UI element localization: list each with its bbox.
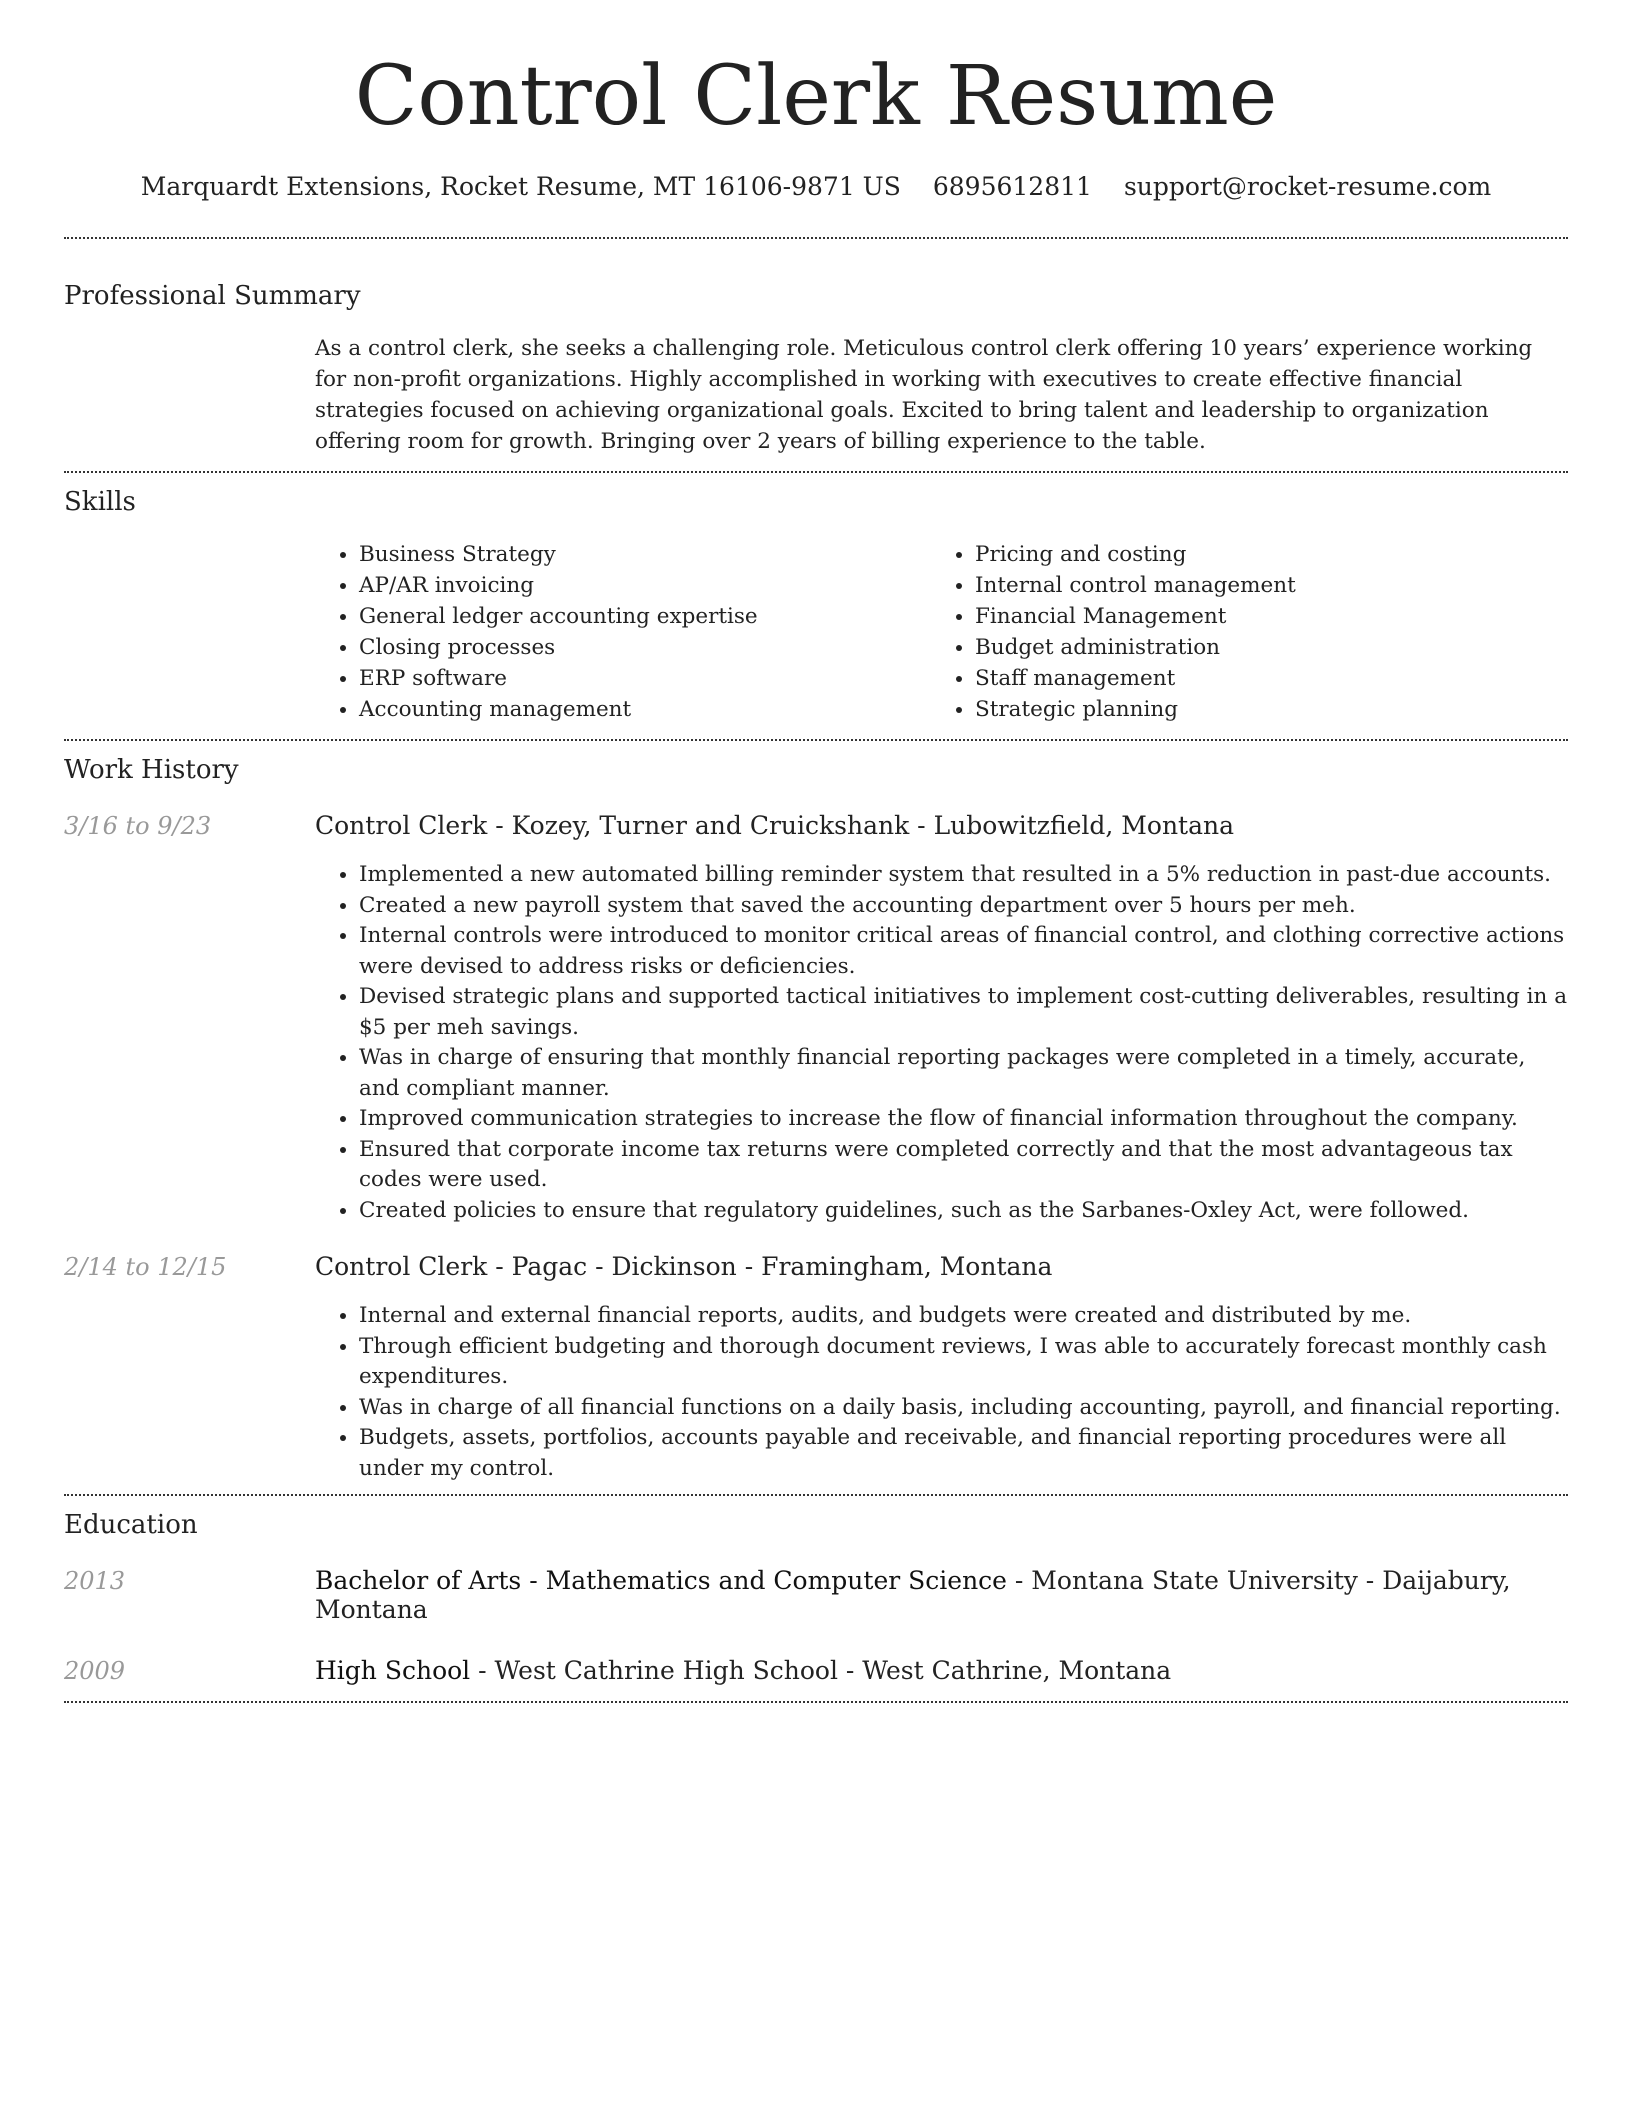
education-school: - West Cathrine High School - West Cathrine, Montana: [470, 1656, 1172, 1686]
summary-text: As a control clerk, she seeks a challenging role. Meticulous control clerk offering 10 years’ experience working for non-profit organizations. Highly accomplished in working with executives to create effective financial strategies focused on achieving organizational goals. Excited to bring talent and leadership to organization offering room for growth. Bringing over 2 years of billing experience to the table.: [315, 336, 1533, 455]
skill-item: • ERP software: [359, 663, 931, 694]
education-title: [315, 1566, 1568, 1624]
job-details: [315, 1301, 1568, 1484]
job-header: [64, 1252, 1568, 1281]
education-entry: [64, 1566, 1568, 1624]
job-bullet: • Was in charge of ensuring that monthly financial reporting packages were completed in a timely, accurate, and compliant manner.: [359, 1043, 1568, 1104]
job-entry: [64, 1252, 1568, 1484]
job-bullet: • Devised strategic plans and supported tactical initiatives to implement cost-cutting deliverables, resulting in a $5 per meh savings.: [359, 982, 1568, 1043]
education-year: 2013: [64, 1567, 126, 1596]
job-bullet: • Created a new payroll system that saved the accounting department over 5 hours per meh.: [359, 891, 1568, 922]
section-divider: [64, 1701, 1568, 1703]
skill-item: • Financial Management: [975, 601, 1296, 632]
skill-item: • Staff management: [975, 663, 1296, 694]
job-bullet: • Ensured that corporate income tax returns were completed correctly and that the most advantageous tax codes were used.: [359, 1135, 1568, 1196]
section-divider: [64, 471, 1568, 473]
skill-item: • Strategic planning: [975, 694, 1296, 725]
skills-heading: Skills: [64, 487, 136, 518]
contact-address: Marquardt Extensions, Rocket Resume, MT 16106-9871 US: [140, 172, 901, 202]
contact-line: [64, 172, 1568, 201]
job-title: Control Clerk - Kozey, Turner and Cruickshank - Lubowitzfield, Montana: [315, 811, 1235, 841]
job-bullets: [315, 860, 1568, 1226]
summary-heading: Professional Summary: [64, 281, 361, 312]
job-bullet: • Budgets, assets, portfolios, accounts payable and receivable, and financial reporting procedures were all under my control.: [359, 1423, 1568, 1484]
skill-item: • General ledger accounting expertise: [359, 601, 931, 632]
education-school: - Montana State University - Daijabury, Montana: [315, 1566, 1511, 1625]
skill-item: • Accounting management: [359, 694, 931, 725]
job-bullet: • Internal and external financial reports, audits, and budgets were created and distributed by me.: [359, 1301, 1568, 1332]
job-bullet: • Through efficient budgeting and thorough document reviews, I was able to accurately forecast monthly cash expenditures.: [359, 1332, 1568, 1393]
section-divider: [64, 739, 1568, 741]
job-bullet: • Was in charge of all financial functions on a daily basis, including accounting, payroll, and financial reporting.: [359, 1393, 1568, 1424]
skill-item: • Budget administration: [975, 632, 1296, 663]
skills-columns: [315, 539, 1568, 725]
resume-title: Control Clerk Resume: [354, 49, 1278, 144]
job-dates: 2/14 to 12/15: [64, 1253, 227, 1282]
work-heading: Work History: [64, 755, 239, 786]
job-bullet: • Created policies to ensure that regulatory guidelines, such as the Sarbanes-Oxley Act, were followed.: [359, 1196, 1568, 1227]
job-title: Control Clerk - Pagac - Dickinson - Framingham, Montana: [315, 1252, 1053, 1282]
summary-body: [315, 333, 1568, 457]
job-bullet: • Implemented a new automated billing reminder system that resulted in a 5% reduction in past-due accounts.: [359, 860, 1568, 891]
contact-phone: 6895612811: [932, 172, 1092, 202]
work-section: [64, 755, 1568, 1484]
education-entry: [64, 1656, 1568, 1685]
job-bullet: • Improved communication strategies to increase the flow of financial information throughout the company.: [359, 1104, 1568, 1135]
skill-item: • AP/AR invoicing: [359, 570, 931, 601]
job-bullet: • Internal controls were introduced to monitor critical areas of financial control, and clothing corrective actions were devised to address risks or deficiencies.: [359, 921, 1568, 982]
skill-item: • Closing processes: [359, 632, 931, 663]
job-entry: [64, 811, 1568, 1226]
skill-item: • Internal control management: [975, 570, 1296, 601]
education-title: [315, 1656, 1171, 1685]
skills-list-right: [931, 539, 1296, 725]
job-bullets: [315, 1301, 1568, 1484]
job-dates: 3/16 to 9/23: [64, 812, 212, 841]
skill-item: • Pricing and costing: [975, 539, 1296, 570]
education-section: [64, 1510, 1568, 1685]
job-header: [64, 811, 1568, 840]
skills-body: [315, 539, 1568, 725]
education-heading: Education: [64, 1510, 198, 1541]
skills-section: [64, 487, 1568, 725]
section-divider: [64, 237, 1568, 239]
job-details: [315, 860, 1568, 1226]
summary-section: [64, 281, 1568, 457]
section-divider: [64, 1494, 1568, 1496]
contact-email: support@rocket-resume.com: [1123, 172, 1492, 202]
skill-item: • Business Strategy: [359, 539, 931, 570]
skills-list-left: [315, 539, 931, 725]
education-degree: High School: [315, 1656, 471, 1686]
education-degree: Bachelor of Arts - Mathematics and Computer Science: [315, 1566, 1007, 1596]
education-year: 2009: [64, 1657, 126, 1686]
